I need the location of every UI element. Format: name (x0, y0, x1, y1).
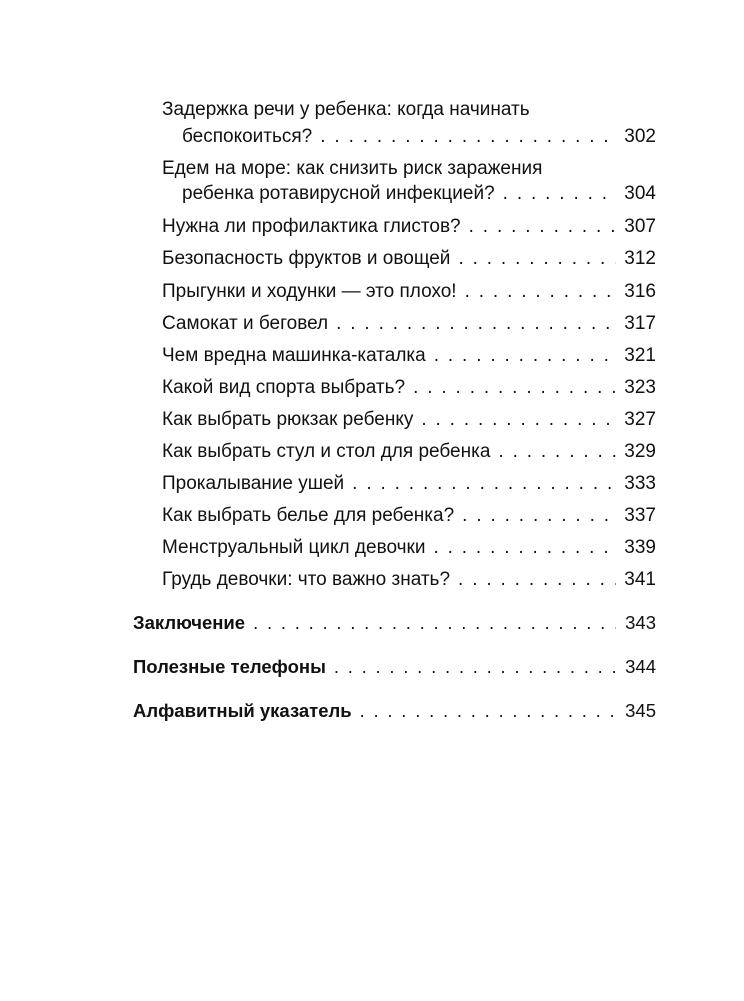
toc-page-number: 312 (624, 248, 656, 269)
toc-entry-title: Самокат и беговел (162, 313, 329, 334)
toc-entry-title: Нужна ли профилактика глистов? (162, 216, 461, 237)
leader-dots (503, 183, 616, 205)
leader-dots (320, 126, 616, 148)
toc-page-number: 327 (624, 409, 656, 430)
toc-entry-title: Безопасность фруктов и овощей (162, 248, 451, 269)
leader-dots (334, 656, 616, 678)
toc-chapter-title: Заключение (133, 612, 246, 633)
toc-chapter-title: Полезные телефоны (133, 656, 326, 677)
toc-page-number: 302 (624, 126, 656, 147)
toc-page-number: 343 (625, 612, 656, 633)
toc-page-number: 323 (624, 377, 656, 398)
leader-dots (465, 281, 616, 303)
toc-entry-title: Какой вид спорта выбрать? (162, 377, 406, 398)
toc-entry-title: ребенка ротавирусной инфекцией? (182, 183, 495, 204)
toc-entry[interactable] (162, 216, 656, 238)
toc-entry-title: беспокоиться? (182, 126, 313, 147)
toc-entry[interactable] (182, 126, 656, 148)
leader-dots (352, 473, 616, 495)
leader-dots (434, 345, 616, 367)
toc-entry-title: Чем вредна машинка-каталка (162, 345, 426, 366)
toc-entry[interactable] (162, 537, 656, 559)
toc-page-number: 337 (624, 505, 656, 526)
toc-page-number: 304 (624, 183, 656, 204)
toc-entry-title: Как выбрать рюкзак ребенку (162, 409, 414, 430)
leader-dots (462, 505, 616, 527)
toc-entry[interactable] (162, 505, 656, 527)
toc-chapter[interactable] (133, 656, 656, 678)
toc-entry-title: Как выбрать белье для ребенка? (162, 505, 455, 526)
toc-entry-title: Прокалывание ушей (162, 473, 345, 494)
toc-entry[interactable] (162, 281, 656, 303)
toc-entry[interactable] (162, 313, 656, 335)
leader-dots (469, 216, 616, 238)
toc-entry[interactable] (162, 473, 656, 495)
toc-entry-line: Задержка речи у ребенка: когда начинать (162, 99, 530, 120)
toc-page-number: 339 (624, 537, 656, 558)
toc-entry-title: Грудь девочки: что важно знать? (162, 569, 451, 590)
toc-entry[interactable] (182, 183, 656, 205)
toc-entry-title: Прыгунки и ходунки — это плохо! (162, 281, 457, 302)
toc-entry[interactable] (162, 377, 656, 399)
leader-dots (253, 612, 616, 634)
toc-page-number: 333 (624, 473, 656, 494)
toc-page-number: 344 (625, 656, 656, 677)
leader-dots (421, 409, 616, 431)
toc-page-number: 329 (624, 441, 656, 462)
toc-entry-line: Едем на море: как снизить риск заражения (162, 158, 543, 179)
toc-chapter-title: Алфавитный указатель (133, 700, 352, 721)
toc-page-number: 341 (624, 569, 656, 590)
toc-entry-title: Как выбрать стул и стол для ребенка (162, 441, 491, 462)
toc-entry-title: Менструальный цикл девочки (162, 537, 426, 558)
toc-page-number: 307 (624, 216, 656, 237)
toc-entry[interactable] (162, 345, 656, 367)
toc-chapter[interactable] (133, 612, 656, 634)
leader-dots (498, 441, 616, 463)
leader-dots (360, 700, 616, 722)
toc-page-number: 317 (624, 313, 656, 334)
toc-page-number: 321 (624, 345, 656, 366)
leader-dots (413, 377, 616, 399)
leader-dots (433, 537, 616, 559)
toc-chapter[interactable] (133, 700, 656, 722)
toc-entry[interactable] (162, 409, 656, 431)
leader-dots (336, 313, 616, 335)
toc-entry[interactable] (162, 441, 656, 463)
toc-entry[interactable] (162, 248, 656, 270)
toc-page-number: 345 (625, 700, 656, 721)
leader-dots (458, 569, 616, 591)
leader-dots (458, 248, 616, 270)
toc-page-number: 316 (624, 281, 656, 302)
toc-entry[interactable] (162, 569, 656, 591)
